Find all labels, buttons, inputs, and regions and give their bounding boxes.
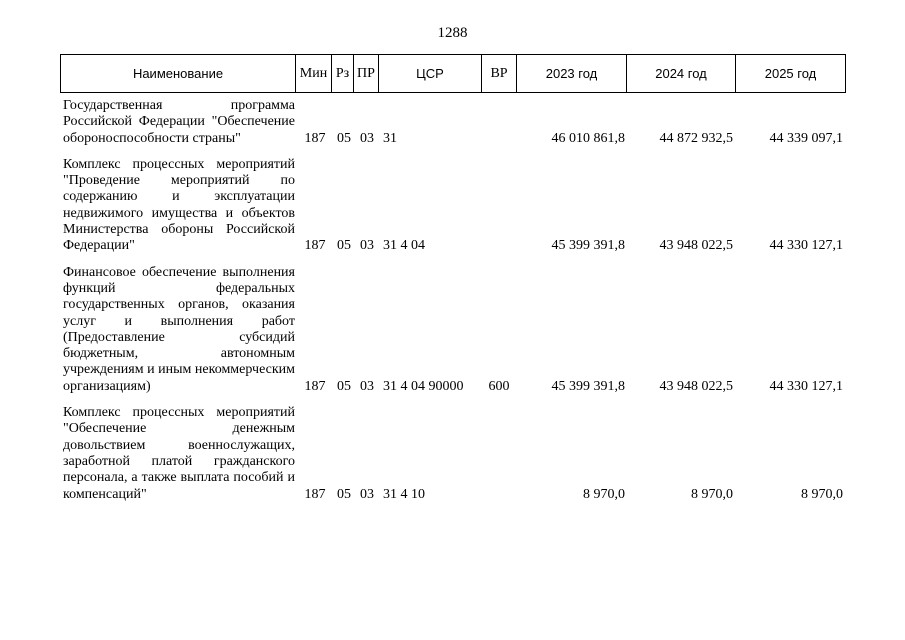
header-name: Наименование xyxy=(61,55,296,93)
row-csr: 31 xyxy=(383,130,397,146)
row-vr: 600 xyxy=(488,378,510,394)
row-2025: 8 970,0 xyxy=(801,486,843,502)
table-row xyxy=(60,265,846,395)
header-min: Мин xyxy=(296,55,332,93)
row-min: 187 xyxy=(304,378,326,394)
header-rz: Рз xyxy=(332,55,354,93)
row-2024: 8 970,0 xyxy=(691,486,733,502)
row-2025: 44 330 127,1 xyxy=(769,378,843,394)
row-rz: 05 xyxy=(337,238,351,254)
row-min: 187 xyxy=(304,130,326,146)
header-pr: ПР xyxy=(354,55,379,93)
row-name: Комплекс процессных мероприятий "Обеспечение денежным довольствием военнослужащих, заработной платой гражданского персонала, а также выплата пособий и компенсаций" xyxy=(63,405,295,502)
row-2023: 45 399 391,8 xyxy=(551,378,625,394)
row-min: 187 xyxy=(304,486,326,502)
row-rz: 05 xyxy=(337,130,351,146)
row-name: Комплекс процессных мероприятий "Проведение мероприятий по содержанию и эксплуатации недвижимого имущества и объектов Министерства обороны Российской Федерации" xyxy=(63,156,295,254)
row-2024: 43 948 022,5 xyxy=(659,238,733,254)
row-csr: 31 4 10 xyxy=(383,486,425,502)
table-body xyxy=(60,98,846,513)
row-rz: 05 xyxy=(337,378,351,394)
header-csr: ЦСР xyxy=(379,55,482,93)
table-row xyxy=(60,157,846,255)
row-name: Финансовое обеспечение выполнения функций федеральных государственных органов, оказания услуг и выполнения работ (Предоставление субсидий бюджетным, автономным учреждениям и иным некоммерческим организациям) xyxy=(63,264,295,394)
table-row xyxy=(60,405,846,503)
row-pr: 03 xyxy=(360,238,374,254)
row-min: 187 xyxy=(304,238,326,254)
page-number: 1288 xyxy=(437,25,468,41)
header-2024: 2024 год xyxy=(627,55,736,93)
row-2025: 44 330 127,1 xyxy=(769,238,843,254)
row-2023: 46 010 861,8 xyxy=(551,130,625,146)
header-2025: 2025 год xyxy=(736,55,846,93)
header-2023: 2023 год xyxy=(517,55,627,93)
row-pr: 03 xyxy=(360,378,374,394)
row-2025: 44 339 097,1 xyxy=(769,130,843,146)
header-vr: ВР xyxy=(482,55,517,93)
row-2023: 8 970,0 xyxy=(583,486,625,502)
row-name: Государственная программа Российской Федерации "Обеспечение обороноспособности страны" xyxy=(63,98,295,146)
row-pr: 03 xyxy=(360,130,374,146)
row-2024: 44 872 932,5 xyxy=(659,130,733,146)
row-2024: 43 948 022,5 xyxy=(659,378,733,394)
table-header xyxy=(60,54,846,93)
row-rz: 05 xyxy=(337,486,351,502)
row-pr: 03 xyxy=(360,486,374,502)
row-csr: 31 4 04 90000 xyxy=(383,378,464,394)
row-2023: 45 399 391,8 xyxy=(551,238,625,254)
row-csr: 31 4 04 xyxy=(383,238,425,254)
table-row xyxy=(60,98,846,147)
